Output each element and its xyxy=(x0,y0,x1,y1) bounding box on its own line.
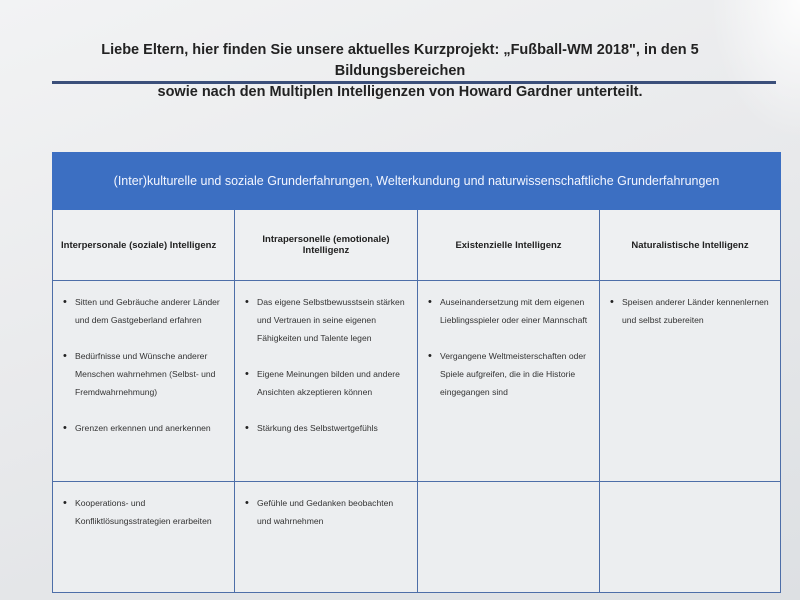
banner-cell xyxy=(53,153,781,210)
list-item: • Grenzen erkennen und anerkennen xyxy=(75,419,226,437)
bullet-list xyxy=(243,494,409,530)
column-header xyxy=(235,210,418,281)
bullet-list xyxy=(243,293,409,437)
banner-text: (Inter)kulturelle und soziale Grunderfahrungen, Welterkundung und naturwissenschaftliche Grunderfahrungen xyxy=(113,174,720,188)
column-header-text: Interpersonale (soziale) Intelligenz xyxy=(61,239,217,251)
list-item: • Eigene Meinungen bilden und andere Ansichten akzeptieren können xyxy=(257,365,409,401)
list-item: • Speisen anderer Länder kennenlernen und selbst zubereiten xyxy=(622,293,772,329)
heading-underline xyxy=(52,81,776,84)
table-cell xyxy=(600,281,781,482)
table-row xyxy=(53,482,781,593)
table-container xyxy=(52,152,782,593)
list-item: • Stärkung des Selbstwertgefühls xyxy=(257,419,409,437)
column-header-text: Intrapersonelle (emotionale) Intelligenz xyxy=(262,234,390,256)
column-header-row xyxy=(53,210,781,281)
table-cell xyxy=(53,281,235,482)
table-cell-empty xyxy=(418,482,600,593)
list-item: • Kooperations- und Konfliktlösungsstrategien erarbeiten xyxy=(75,494,226,530)
table-cell xyxy=(235,482,418,593)
table-cell xyxy=(53,482,235,593)
column-header xyxy=(418,210,600,281)
bullet-list xyxy=(426,293,591,401)
list-item: • Gefühle und Gedanken beobachten und wahrnehmen xyxy=(257,494,409,530)
table-cell xyxy=(235,281,418,482)
list-item: • Vergangene Weltmeisterschaften oder Spiele aufgreifen, die in die Historie eingegangen sind xyxy=(440,347,591,401)
heading-line-2: sowie nach den Multiplen Intelligenzen von Howard Gardner unterteilt. xyxy=(157,84,643,100)
bullet-list xyxy=(61,494,226,530)
table-cell xyxy=(418,281,600,482)
column-header-text: Naturalistische Intelligenz xyxy=(631,239,749,251)
column-header xyxy=(53,210,235,281)
list-item: • Auseinandersetzung mit dem eigenen Lieblingsspieler oder einer Mannschaft xyxy=(440,293,591,329)
list-item: • Bedürfnisse und Wünsche anderer Menschen wahrnehmen (Selbst- und Fremdwahrnehmung) xyxy=(75,347,226,401)
list-item: • Sitten und Gebräuche anderer Länder und dem Gastgeberland erfahren xyxy=(75,293,226,329)
table-row xyxy=(53,281,781,482)
table-cell-empty xyxy=(600,482,781,593)
list-item: • Das eigene Selbstbewusstsein stärken und Vertrauen in seine eigenen Fähigkeiten und Talente legen xyxy=(257,293,409,347)
bullet-list xyxy=(608,293,772,329)
banner-row xyxy=(53,153,781,210)
column-header-text: Existenzielle Intelligenz xyxy=(455,239,562,251)
bullet-list xyxy=(61,293,226,437)
page-heading xyxy=(40,40,760,103)
column-header xyxy=(600,210,781,281)
project-table xyxy=(52,152,781,593)
heading-line-1: Liebe Eltern, hier finden Sie unsere aktuelles Kurzprojekt: „Fußball-WM 2018", in den 5 Bildungsbereichen xyxy=(101,42,699,79)
